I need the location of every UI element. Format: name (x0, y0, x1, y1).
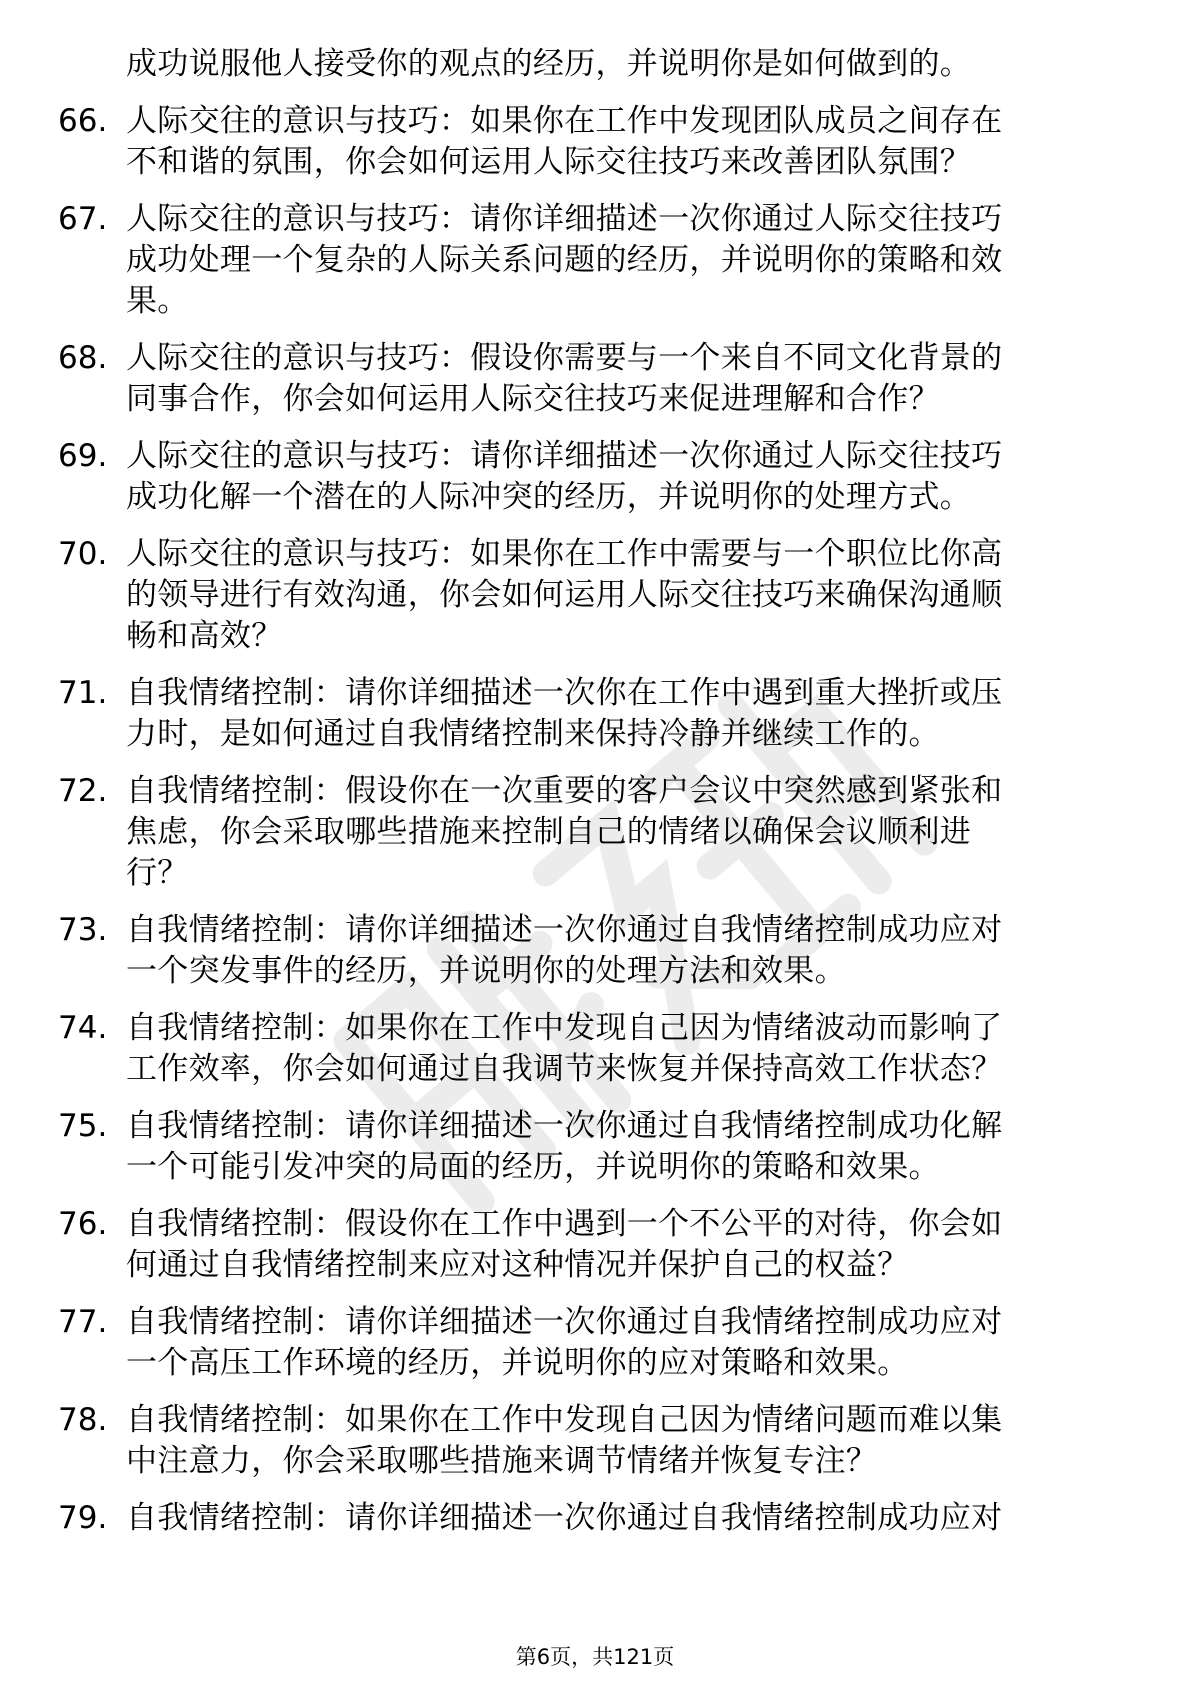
item-text (126, 1204, 1118, 1286)
item-number: 78. (58, 1402, 108, 1438)
item-number: 79. (58, 1500, 108, 1536)
question-item (58, 771, 1118, 894)
question-item (58, 199, 1118, 322)
question-item (58, 436, 1118, 518)
item-text-line: 人际交往的意识与技巧：请你详细描述一次你通过人际交往技巧 (126, 201, 1003, 237)
question-item (58, 1400, 1118, 1482)
item-number: 67. (58, 201, 108, 237)
question-item (58, 534, 1118, 657)
item-text-line: 人际交往的意识与技巧：假设你需要与一个来自不同文化背景的 (126, 340, 1003, 376)
item-text-line: 成功化解一个潜在的人际冲突的经历，并说明你的处理方式。 (126, 479, 972, 515)
item-text (126, 44, 1118, 85)
item-number: 72. (58, 773, 108, 809)
item-text (126, 199, 1118, 322)
item-text-line: 人际交往的意识与技巧：如果你在工作中需要与一个职位比你高 (126, 536, 1003, 572)
item-text-line: 不和谐的氛围，你会如何运用人际交往技巧来改善团队氛围？ (126, 144, 972, 180)
question-item (58, 1498, 1118, 1539)
question-item (58, 101, 1118, 183)
question-item (58, 1106, 1118, 1188)
item-text (126, 1498, 1118, 1539)
continuation-item (58, 44, 1118, 85)
item-text-line: 焦虑，你会采取哪些措施来控制自己的情绪以确保会议顺利进 (126, 814, 972, 850)
page-footer: 第6页，共121页 (515, 1645, 675, 1669)
item-number: 71. (58, 675, 108, 711)
item-text (126, 436, 1118, 518)
item-text-line: 一个突发事件的经历，并说明你的处理方法和效果。 (126, 953, 846, 989)
item-text-line: 自我情绪控制：如果你在工作中发现自己因为情绪问题而难以集 (126, 1402, 1003, 1438)
item-text (126, 101, 1118, 183)
item-text-line: 一个可能引发冲突的局面的经历，并说明你的策略和效果。 (126, 1149, 940, 1185)
item-text-line: 的领导进行有效沟通，你会如何运用人际交往技巧来确保沟通顺 (126, 577, 1003, 613)
item-text-line: 自我情绪控制：假设你在一次重要的客户会议中突然感到紧张和 (126, 773, 1003, 809)
question-item (58, 338, 1118, 420)
item-number: 74. (58, 1010, 108, 1046)
item-text-line: 自我情绪控制：如果你在工作中发现自己因为情绪波动而影响了 (126, 1010, 1003, 1046)
item-number: 77. (58, 1304, 108, 1340)
question-list (58, 44, 1118, 1555)
item-text-line: 自我情绪控制：请你详细描述一次你在工作中遇到重大挫折或压 (126, 675, 1003, 711)
item-number: 66. (58, 103, 108, 139)
item-text (126, 1008, 1118, 1090)
item-number: 73. (58, 912, 108, 948)
question-item (58, 1302, 1118, 1384)
question-item (58, 1204, 1118, 1286)
item-text (126, 338, 1118, 420)
item-text (126, 534, 1118, 657)
item-text-line: 同事合作，你会如何运用人际交往技巧来促进理解和合作？ (126, 381, 940, 417)
item-number: 69. (58, 438, 108, 474)
item-text (126, 1302, 1118, 1384)
item-text-line: 成功处理一个复杂的人际关系问题的经历，并说明你的策略和效 (126, 242, 1003, 278)
item-text-line: 行？ (126, 855, 189, 891)
item-text-line: 自我情绪控制：请你详细描述一次你通过自我情绪控制成功应对 (126, 1304, 1003, 1340)
item-text-line: 自我情绪控制：假设你在工作中遇到一个不公平的对待，你会如 (126, 1206, 1003, 1242)
item-text-line: 果。 (126, 283, 189, 319)
item-text-line: 力时，是如何通过自我情绪控制来保持冷静并继续工作的。 (126, 716, 940, 752)
item-text (126, 1106, 1118, 1188)
item-text (126, 1400, 1118, 1482)
item-number: 68. (58, 340, 108, 376)
item-text-line: 人际交往的意识与技巧：请你详细描述一次你通过人际交往技巧 (126, 438, 1003, 474)
question-item (58, 673, 1118, 755)
item-number-spacer (58, 44, 126, 85)
item-text (126, 673, 1118, 755)
question-item (58, 1008, 1118, 1090)
item-text-line: 工作效率，你会如何通过自我调节来恢复并保持高效工作状态？ (126, 1051, 1003, 1087)
item-text-line: 自我情绪控制：请你详细描述一次你通过自我情绪控制成功应对 (126, 1500, 1003, 1536)
item-text-line: 一个高压工作环境的经历，并说明你的应对策略和效果。 (126, 1345, 909, 1381)
item-text-line: 人际交往的意识与技巧：如果你在工作中发现团队成员之间存在 (126, 103, 1003, 139)
question-item (58, 910, 1118, 992)
item-text-line: 自我情绪控制：请你详细描述一次你通过自我情绪控制成功化解 (126, 1108, 1003, 1144)
item-text-line: 何通过自我情绪控制来应对这种情况并保护自己的权益？ (126, 1247, 909, 1283)
item-text (126, 771, 1118, 894)
item-text (126, 910, 1118, 992)
item-text-line: 自我情绪控制：请你详细描述一次你通过自我情绪控制成功应对 (126, 912, 1003, 948)
item-number: 75. (58, 1108, 108, 1144)
item-text-line: 中注意力，你会采取哪些措施来调节情绪并恢复专注？ (126, 1443, 878, 1479)
item-number: 70. (58, 536, 108, 572)
item-text-line: 畅和高效？ (126, 618, 283, 654)
items-container (58, 101, 1118, 1539)
item-text-line: 成功说服他人接受你的观点的经历，并说明你是如何做到的。 (126, 46, 972, 82)
item-number: 76. (58, 1206, 108, 1242)
